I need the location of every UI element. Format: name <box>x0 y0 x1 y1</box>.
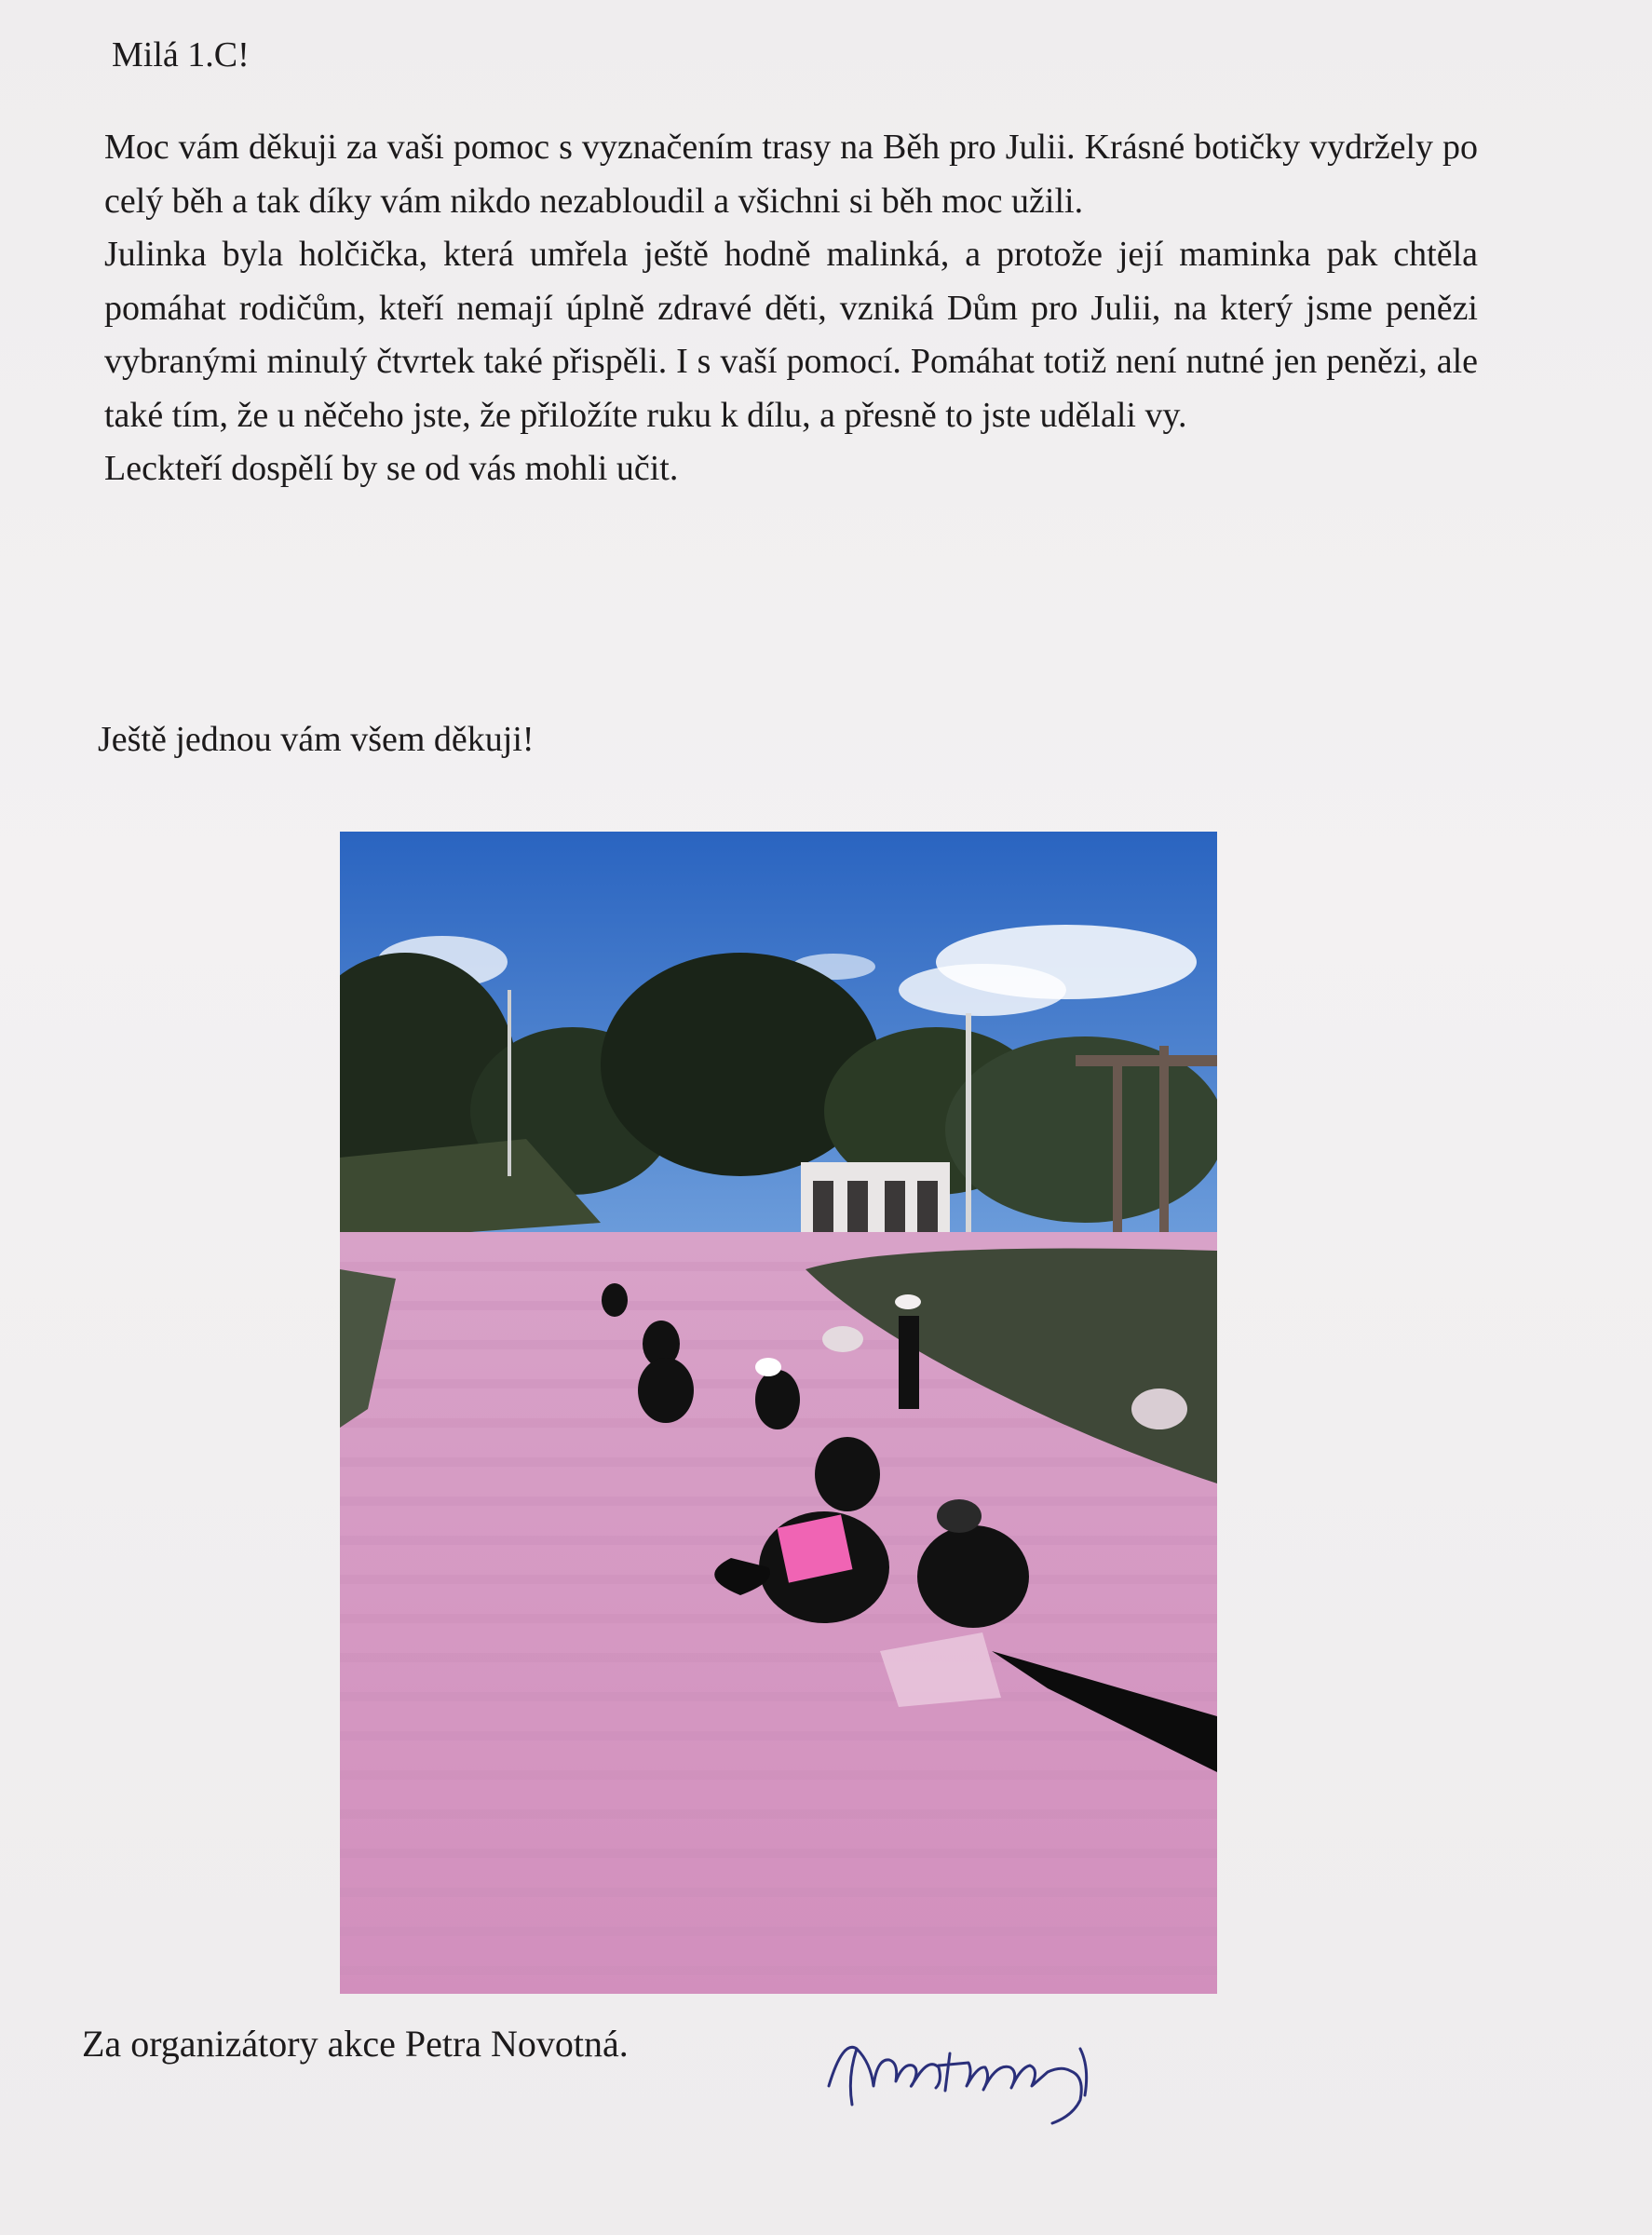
letter-closing: Ještě jednou vám všem děkuji! <box>98 720 535 759</box>
photo-illustration <box>340 832 1217 1994</box>
paragraph-julinka: Julinka byla holčička, která umřela ještě hodně malinká, a protože její maminka pak chtěla pomáhat rodičům, kteří nemají úplně zdravé děti, vzniká Dům pro Julii, na který jsme penězi vybranými minulý čtvrtek také přispěli. I s vaší pomocí. Pomáhat totiž není nutné jen penězi, ale také tím, že u něčeho jste, že přiložíte ruku k dílu, a přesně to jste udělali vy. <box>104 235 1478 435</box>
signature-line: Za organizátory akce Petra Novotná. <box>82 2023 629 2065</box>
paragraph-adults: Leckteří dospělí by se od vás mohli učit. <box>104 449 679 488</box>
letter-greeting: Milá 1.C! <box>112 35 250 74</box>
children-marking-route-photo <box>340 832 1217 1994</box>
paragraph-thanks: Moc vám děkuji za vaši pomoc s vyznačením trasy na Běh pro Julii. Krásné botičky vydržely po celý běh a tak díky vám nikdo nezabloudil a všichni si běh moc užili. <box>104 128 1478 221</box>
handwritten-signature <box>819 2012 1127 2133</box>
letter-body <box>104 121 1478 496</box>
